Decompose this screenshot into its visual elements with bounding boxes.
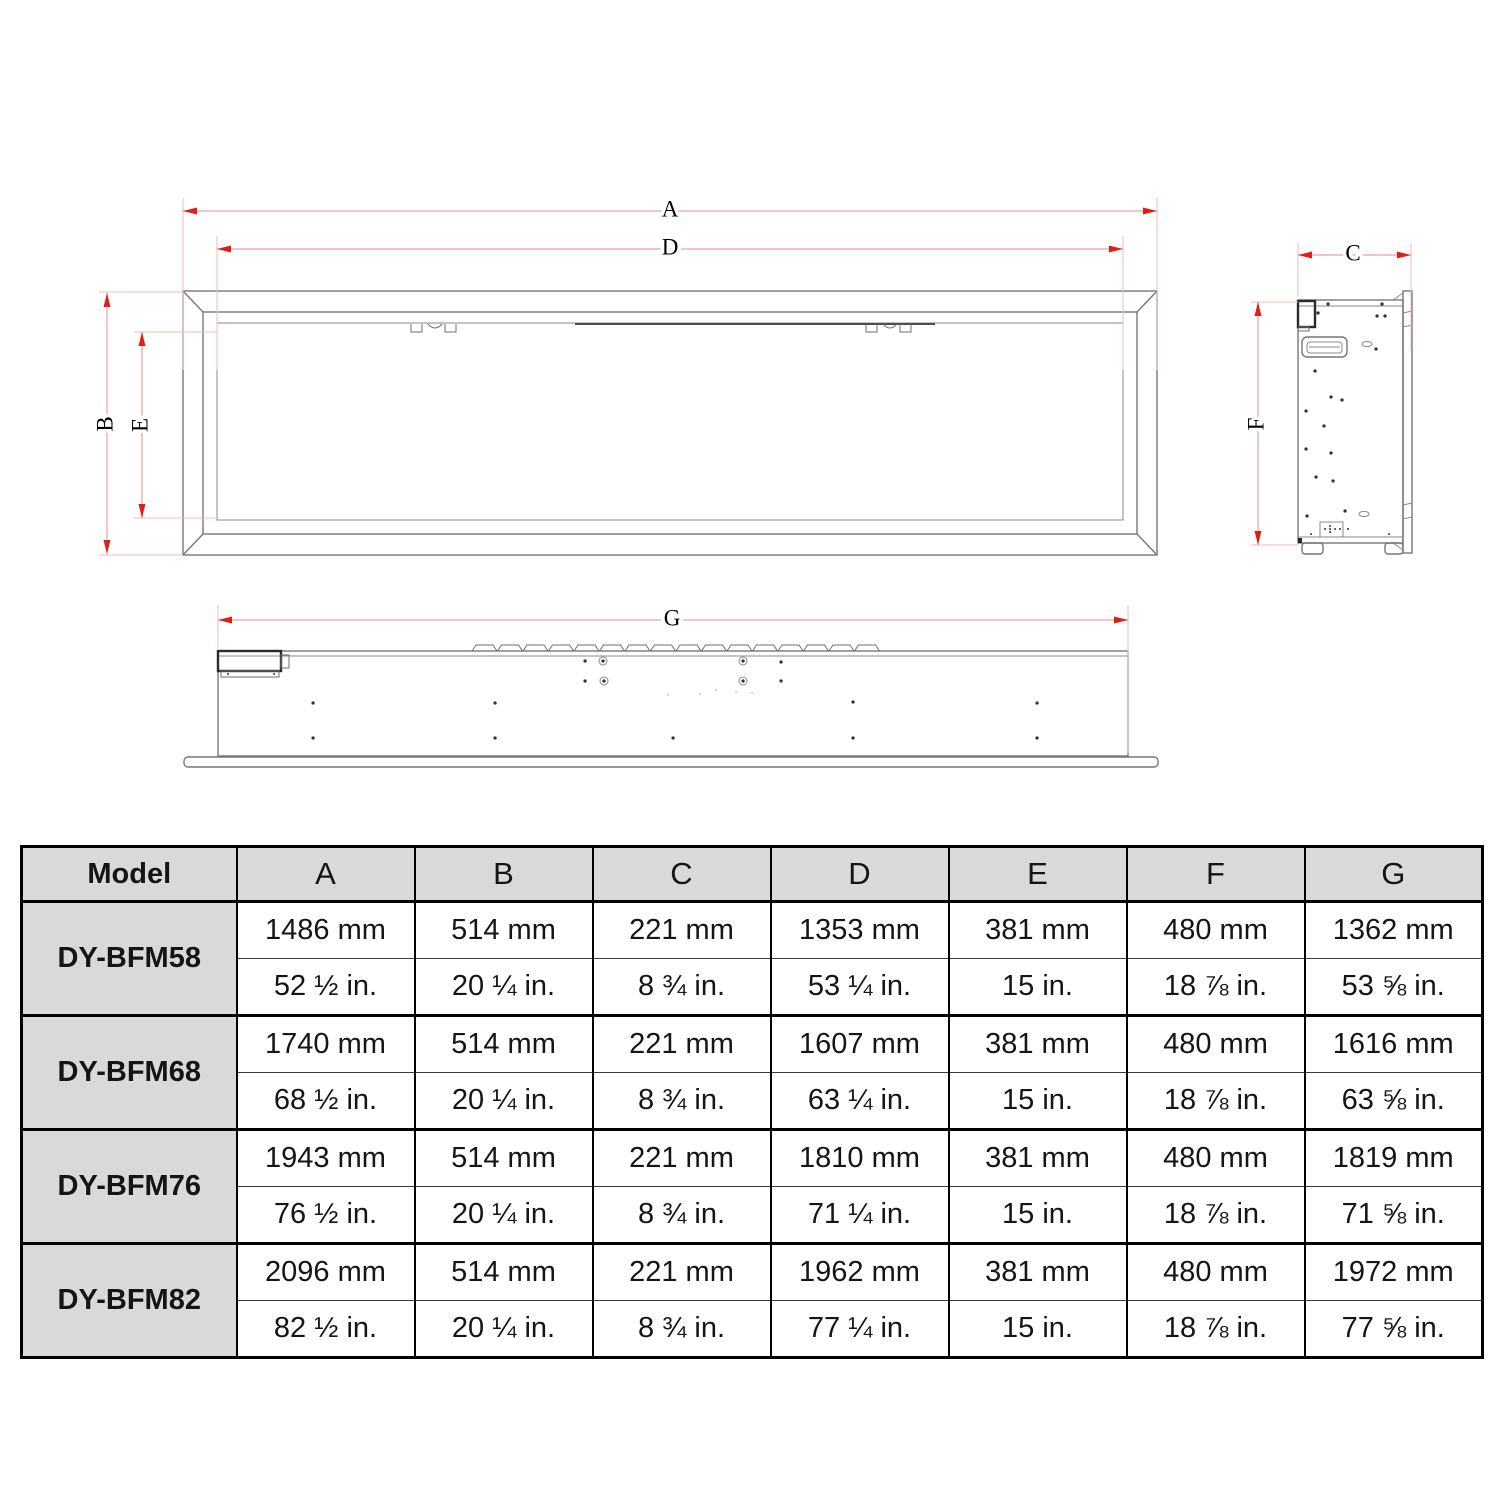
- header-cell-c: C: [593, 847, 771, 902]
- top-faint-marks: [668, 690, 752, 695]
- side-junction-box: [1298, 301, 1315, 327]
- value-cell: 514 mm: [415, 902, 593, 959]
- value-cell: 20 ¼ in.: [415, 1073, 593, 1130]
- value-cell: 77 ¼ in.: [771, 1301, 949, 1358]
- value-cell: 15 in.: [949, 959, 1127, 1016]
- arrowhead: [217, 246, 231, 253]
- table-row-bfm76-in: [22, 1187, 1483, 1244]
- value-cell: 1810 mm: [771, 1130, 949, 1187]
- dimension-spec-table: [20, 845, 1484, 1359]
- value-cell: 480 mm: [1127, 1244, 1305, 1301]
- value-cell: 1362 mm: [1305, 902, 1483, 959]
- front-inner-frame: [203, 312, 1137, 534]
- table-row-bfm68-mm: [22, 1016, 1483, 1073]
- header-cell-a: A: [237, 847, 415, 902]
- value-cell: 480 mm: [1127, 902, 1305, 959]
- value-cell: 71 ⅝ in.: [1305, 1187, 1483, 1244]
- value-cell: 1972 mm: [1305, 1244, 1483, 1301]
- side-detail-lines: [1298, 293, 1412, 550]
- value-cell: 1486 mm: [237, 902, 415, 959]
- dim-label-g: G: [663, 605, 681, 631]
- front-extension-lines: [99, 198, 1157, 555]
- value-cell: 480 mm: [1127, 1130, 1305, 1187]
- value-cell: 20 ¼ in.: [415, 1301, 593, 1358]
- value-cell: 15 in.: [949, 1187, 1127, 1244]
- value-cell: 82 ½ in.: [237, 1301, 415, 1358]
- arrowhead: [1255, 302, 1262, 316]
- value-cell: 8 ¾ in.: [593, 959, 771, 1016]
- value-cell: 8 ¾ in.: [593, 1301, 771, 1358]
- header-cell-f: F: [1127, 847, 1305, 902]
- value-cell: 1740 mm: [237, 1016, 415, 1073]
- header-cell-e: E: [949, 847, 1127, 902]
- arrowhead: [183, 208, 197, 215]
- front-outer-frame: [183, 291, 1157, 555]
- value-cell: 53 ¼ in.: [771, 959, 949, 1016]
- value-cell: 63 ¼ in.: [771, 1073, 949, 1130]
- value-cell: 63 ⅝ in.: [1305, 1073, 1483, 1130]
- value-cell: 221 mm: [593, 1016, 771, 1073]
- dim-label-c: C: [1345, 240, 1361, 266]
- value-cell: 514 mm: [415, 1244, 593, 1301]
- top-view: [184, 645, 1158, 767]
- model-cell-bfm76: DY-BFM76: [22, 1130, 237, 1244]
- arrowhead: [1397, 252, 1411, 259]
- arrowhead: [1255, 531, 1262, 545]
- header-cell-model: Model: [22, 847, 237, 902]
- top-screw-dots: [313, 661, 1037, 738]
- value-cell: 18 ⅞ in.: [1127, 1187, 1305, 1244]
- model-cell-bfm58: DY-BFM58: [22, 902, 237, 1016]
- arrowhead: [139, 332, 146, 346]
- front-view: [183, 291, 1157, 555]
- value-cell: 1607 mm: [771, 1016, 949, 1073]
- side-oval-slot-bottom: [1359, 511, 1369, 516]
- value-cell: 221 mm: [593, 902, 771, 959]
- model-cell-bfm82: DY-BFM82: [22, 1244, 237, 1358]
- value-cell: 20 ¼ in.: [415, 959, 593, 1016]
- value-cell: 2096 mm: [237, 1244, 415, 1301]
- header-cell-d: D: [771, 847, 949, 902]
- value-cell: 381 mm: [949, 902, 1127, 959]
- value-cell: 1819 mm: [1305, 1130, 1483, 1187]
- value-cell: 1616 mm: [1305, 1016, 1483, 1073]
- arrowhead: [1298, 252, 1312, 259]
- table-row-bfm58-mm: [22, 902, 1483, 959]
- value-cell: 1353 mm: [771, 902, 949, 959]
- table-row-bfm82-mm: [22, 1244, 1483, 1301]
- dim-label-d: D: [661, 234, 679, 260]
- value-cell: 8 ¾ in.: [593, 1073, 771, 1130]
- value-cell: 480 mm: [1127, 1016, 1305, 1073]
- header-cell-b: B: [415, 847, 593, 902]
- side-screw-dots: [1306, 304, 1385, 516]
- value-cell: 18 ⅞ in.: [1127, 1073, 1305, 1130]
- arrowhead: [104, 293, 111, 307]
- value-cell: 1943 mm: [237, 1130, 415, 1187]
- top-body: [218, 651, 1128, 756]
- arrowhead: [1114, 617, 1128, 624]
- value-cell: 381 mm: [949, 1130, 1127, 1187]
- arrowhead: [139, 504, 146, 518]
- model-cell-bfm68: DY-BFM68: [22, 1016, 237, 1130]
- value-cell: 1962 mm: [771, 1244, 949, 1301]
- dim-label-e: E: [127, 417, 153, 433]
- value-cell: 381 mm: [949, 1016, 1127, 1073]
- side-foot-left: [1302, 543, 1323, 554]
- top-junction-step: [281, 655, 289, 668]
- top-front-flange: [184, 757, 1158, 767]
- side-corner-notch: [1298, 538, 1302, 543]
- table-header-row: [22, 847, 1483, 902]
- top-louvers: [472, 645, 880, 651]
- arrowhead: [104, 540, 111, 554]
- table-row-bfm82-in: [22, 1301, 1483, 1358]
- value-cell: 15 in.: [949, 1073, 1127, 1130]
- front-corner-bevels: [183, 291, 1157, 555]
- side-oval-slot-top: [1362, 341, 1372, 346]
- value-cell: 18 ⅞ in.: [1127, 959, 1305, 1016]
- table-row-bfm58-in: [22, 959, 1483, 1016]
- value-cell: 381 mm: [949, 1244, 1127, 1301]
- side-view: [1298, 291, 1412, 554]
- dim-label-a: A: [661, 196, 679, 222]
- front-mounting-clips: [411, 324, 911, 332]
- front-glass-opening: [217, 323, 1123, 520]
- value-cell: 71 ¼ in.: [771, 1187, 949, 1244]
- dim-label-f: F: [1243, 417, 1269, 431]
- value-cell: 15 in.: [949, 1301, 1127, 1358]
- front-dimensions: [92, 196, 1157, 555]
- table-row-bfm68-in: [22, 1073, 1483, 1130]
- table-row-bfm76-mm: [22, 1130, 1483, 1187]
- side-extension-lines: [1251, 243, 1411, 545]
- value-cell: 18 ⅞ in.: [1127, 1301, 1305, 1358]
- top-dimensions: [218, 605, 1128, 753]
- value-cell: 514 mm: [415, 1016, 593, 1073]
- value-cell: 221 mm: [593, 1130, 771, 1187]
- value-cell: 76 ½ in.: [237, 1187, 415, 1244]
- side-terminal-dots: [1311, 526, 1389, 534]
- value-cell: 514 mm: [415, 1130, 593, 1187]
- arrowhead: [1109, 246, 1123, 253]
- value-cell: 68 ½ in.: [237, 1073, 415, 1130]
- value-cell: 53 ⅝ in.: [1305, 959, 1483, 1016]
- arrowhead: [1143, 208, 1157, 215]
- value-cell: 77 ⅝ in.: [1305, 1301, 1483, 1358]
- value-cell: 52 ½ in.: [237, 959, 415, 1016]
- value-cell: 221 mm: [593, 1244, 771, 1301]
- header-cell-g: G: [1305, 847, 1483, 902]
- top-junction-box: [218, 651, 281, 671]
- value-cell: 20 ¼ in.: [415, 1187, 593, 1244]
- side-dimensions: [1243, 240, 1411, 545]
- value-cell: 8 ¾ in.: [593, 1187, 771, 1244]
- dim-label-b: B: [92, 416, 118, 432]
- arrowhead: [218, 617, 232, 624]
